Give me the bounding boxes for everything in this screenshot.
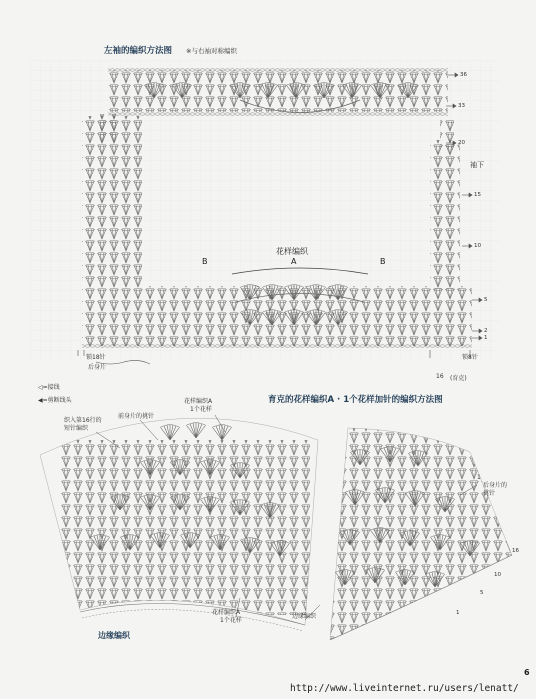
- row-33: 33: [458, 103, 465, 109]
- yoke-join-num: 16: [436, 373, 444, 380]
- yoke-row-5: 5: [480, 590, 484, 596]
- section-b-right: B: [380, 257, 386, 266]
- back-pick-note: 后身片的 挑针: [483, 482, 508, 497]
- yoke-chart-title: 育克的花样编织A · 1个花样加针的编织方法图: [268, 395, 443, 405]
- page-number: 6: [524, 668, 530, 677]
- row-2: 2: [484, 328, 488, 334]
- pattern-a-bottom: 花样编织A: [212, 609, 241, 616]
- sleeve-top-band: [108, 68, 448, 116]
- short-rows-note: 织入第16行的 短针编织: [64, 417, 102, 432]
- edge-title: 边缘编织: [98, 631, 130, 640]
- row-36: 36: [460, 72, 467, 78]
- back-pick-num: 1: [477, 474, 481, 481]
- front-pick-note: 前身片的挑针: [118, 413, 155, 420]
- row-15: 15: [474, 192, 481, 198]
- sleeve-left-column: [82, 114, 142, 286]
- underarm-label: 袖下: [470, 161, 484, 169]
- sleeve-chart-title: 左袖的编织方法图: [104, 46, 173, 56]
- section-a: A: [291, 257, 297, 266]
- source-url[interactable]: http://www.liveinternet.ru/users/lenatt/: [290, 683, 519, 694]
- row-1: 1: [484, 335, 488, 341]
- row-10: 10: [474, 243, 481, 249]
- back-piece-label: 后身片: [88, 364, 107, 371]
- sleeve-mirror-note: ※与右袖对称编织: [186, 47, 237, 55]
- row-20: 20: [458, 140, 465, 146]
- section-b-left: B: [202, 257, 208, 266]
- pattern-label: 花样编织: [276, 247, 308, 256]
- legend-join: ◁=接线: [38, 384, 60, 391]
- yoke-row-1: 1: [456, 610, 460, 616]
- legend-cut: ◀=剪断线头: [38, 397, 72, 404]
- row-5: 5: [484, 297, 488, 303]
- sleeve-bottom-band: [82, 285, 472, 349]
- stitch-right-note: 锁8针: [462, 354, 478, 361]
- yoke-row-16: 16: [512, 548, 519, 554]
- one-repeat-top: 1个花样: [190, 406, 212, 413]
- one-repeat-bottom: 1个花样: [220, 617, 242, 624]
- yoke-row-10: 10: [494, 572, 501, 578]
- edge-note: 边缘编织: [292, 613, 317, 620]
- sleeve-right-column: [430, 120, 460, 290]
- yoke-right-wedge: [325, 425, 520, 645]
- yoke-left-wedge: [40, 418, 318, 631]
- pattern-a-top: 花样编织A: [184, 398, 213, 405]
- stitch-left-note: 锁18针: [86, 354, 106, 361]
- yoke-join-label: (育克): [450, 375, 467, 382]
